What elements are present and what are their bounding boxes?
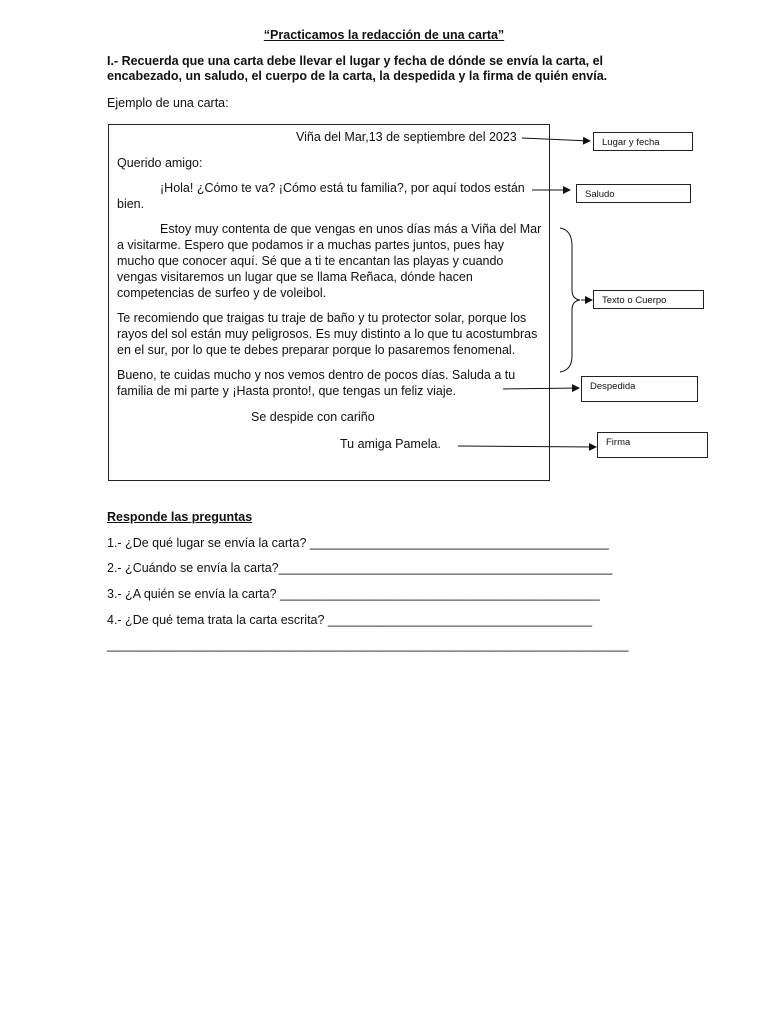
arrow-farewell <box>503 388 579 389</box>
letter-body-line: vengas visitaremos un lugar que se llama Reñaca, dónde hacen <box>117 270 473 284</box>
example-label: Ejemplo de una carta: <box>107 96 229 110</box>
label-farewell: Despedida <box>581 376 698 402</box>
label-body: Texto o Cuerpo <box>593 290 704 309</box>
page-title: “Practicamos la redacción de una carta” <box>263 28 505 42</box>
letter-body-line: a visitarme. Espero que podamos ir a muchas partes juntos, pues hay <box>117 238 505 252</box>
letter-signature: Tu amiga Pamela. <box>340 437 441 451</box>
letter-body-line: Te recomiendo que traigas tu traje de baño y tu protector solar, porque los <box>117 311 527 325</box>
letter-salute-line: bien. <box>117 197 145 211</box>
letter-body-line: en el sur, por lo que te debes preparar porque lo pasaremos fenomenal. <box>117 343 516 357</box>
question-1: 1.- ¿De qué lugar se envía la carta? ___________________________________________ <box>107 536 609 550</box>
questions-section-title: Responde las preguntas <box>107 510 253 524</box>
label-greeting: Saludo <box>576 184 691 203</box>
answer-line: ___________________________________________________________________________ <box>107 638 629 652</box>
label-signature: Firma <box>597 432 708 458</box>
arrow-signature <box>458 446 596 447</box>
question-2: 2.- ¿Cuándo se envía la carta?________________________________________________ <box>107 561 613 575</box>
arrow-place-date <box>522 138 590 141</box>
question-4: 4.- ¿De qué tema trata la carta escrita? ______________________________________ <box>107 613 593 627</box>
letter-body-line: Estoy muy contenta de que vengas en unos días más a Viña del Mar <box>160 222 542 236</box>
body-brace <box>560 228 580 372</box>
letter-farewell: Se despide con cariño <box>251 410 375 424</box>
letter-body-line: mucho que conocer aquí. Sé que a ti te encantan las playas y cuando <box>117 254 504 268</box>
letter-body-line: familia de mi parte y ¡Hasta pronto!, que tengas un feliz viaje. <box>117 384 457 398</box>
letter-body-line: competencias de surfeo y de voleibol. <box>117 286 327 300</box>
question-3: 3.- ¿A quién se envía la carta? ______________________________________________ <box>107 587 600 601</box>
letter-place-date: Viña del Mar,13 de septiembre del 2023 <box>296 130 517 144</box>
label-place-date: Lugar y fecha <box>593 132 693 151</box>
letter-greeting: Querido amigo: <box>117 156 203 170</box>
intro-instruction: I.- Recuerda que una carta debe llevar el lugar y fecha de dónde se envía la carta, el encabezado, un saludo, el cuerpo de la carta, la despedida y la firma de quién envía. <box>107 54 608 83</box>
letter-salute-line: ¡Hola! ¿Cómo te va? ¡Cómo está tu familia?, por aquí todos están <box>160 181 525 195</box>
letter-body-line: Bueno, te cuidas mucho y nos vemos dentro de pocos días. Saluda a tu <box>117 368 516 382</box>
letter-body-line: rayos del sol están muy peligrosos. Es muy distinto a lo que tu acostumbras <box>117 327 538 341</box>
